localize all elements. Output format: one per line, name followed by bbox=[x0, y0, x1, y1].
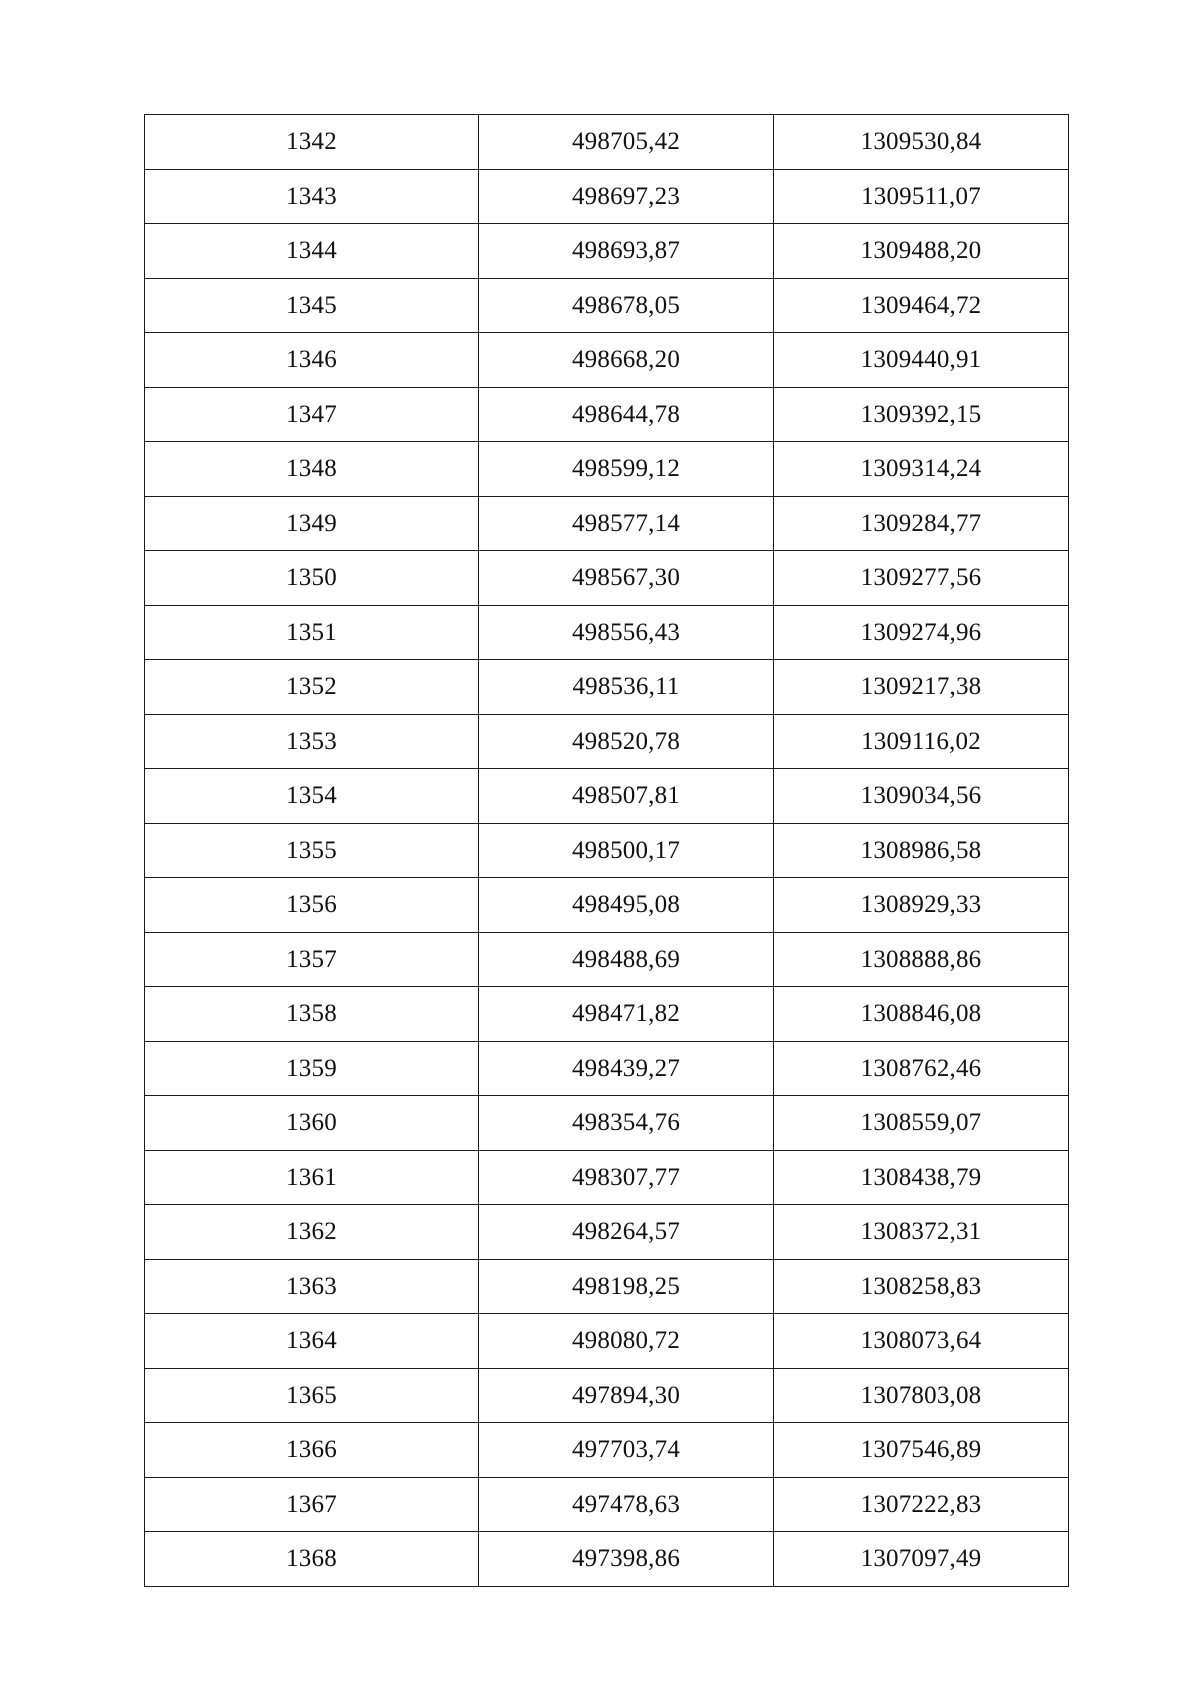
point-number-cell: 1349 bbox=[145, 496, 479, 551]
x-coordinate-cell: 498439,27 bbox=[479, 1041, 774, 1096]
table-row bbox=[145, 1096, 1069, 1151]
y-coordinate-cell: 1309440,91 bbox=[774, 333, 1069, 388]
y-coordinate-cell: 1308846,08 bbox=[774, 987, 1069, 1042]
coordinates-table bbox=[144, 114, 1069, 1587]
x-coordinate-cell: 498599,12 bbox=[479, 442, 774, 497]
y-coordinate-cell: 1307546,89 bbox=[774, 1423, 1069, 1478]
y-coordinate-cell: 1307803,08 bbox=[774, 1368, 1069, 1423]
y-coordinate-cell: 1309034,56 bbox=[774, 769, 1069, 824]
point-number-cell: 1344 bbox=[145, 224, 479, 279]
x-coordinate-cell: 498678,05 bbox=[479, 278, 774, 333]
x-coordinate-cell: 498520,78 bbox=[479, 714, 774, 769]
table-row bbox=[145, 1532, 1069, 1587]
y-coordinate-cell: 1309511,07 bbox=[774, 169, 1069, 224]
x-coordinate-cell: 498693,87 bbox=[479, 224, 774, 279]
point-number-cell: 1358 bbox=[145, 987, 479, 1042]
table-row bbox=[145, 551, 1069, 606]
table-row bbox=[145, 605, 1069, 660]
coordinates-table-body bbox=[145, 115, 1069, 1587]
y-coordinate-cell: 1308929,33 bbox=[774, 878, 1069, 933]
table-row bbox=[145, 987, 1069, 1042]
x-coordinate-cell: 497894,30 bbox=[479, 1368, 774, 1423]
table-row bbox=[145, 660, 1069, 715]
table-row bbox=[145, 442, 1069, 497]
x-coordinate-cell: 498697,23 bbox=[479, 169, 774, 224]
y-coordinate-cell: 1309464,72 bbox=[774, 278, 1069, 333]
point-number-cell: 1368 bbox=[145, 1532, 479, 1587]
point-number-cell: 1366 bbox=[145, 1423, 479, 1478]
table-row bbox=[145, 878, 1069, 933]
table-row bbox=[145, 1150, 1069, 1205]
x-coordinate-cell: 498080,72 bbox=[479, 1314, 774, 1369]
table-row bbox=[145, 278, 1069, 333]
x-coordinate-cell: 498536,11 bbox=[479, 660, 774, 715]
table-row bbox=[145, 769, 1069, 824]
point-number-cell: 1353 bbox=[145, 714, 479, 769]
y-coordinate-cell: 1307222,83 bbox=[774, 1477, 1069, 1532]
y-coordinate-cell: 1309488,20 bbox=[774, 224, 1069, 279]
y-coordinate-cell: 1309314,24 bbox=[774, 442, 1069, 497]
point-number-cell: 1356 bbox=[145, 878, 479, 933]
y-coordinate-cell: 1309217,38 bbox=[774, 660, 1069, 715]
x-coordinate-cell: 498495,08 bbox=[479, 878, 774, 933]
table-row bbox=[145, 1205, 1069, 1260]
y-coordinate-cell: 1309116,02 bbox=[774, 714, 1069, 769]
y-coordinate-cell: 1308762,46 bbox=[774, 1041, 1069, 1096]
point-number-cell: 1355 bbox=[145, 823, 479, 878]
x-coordinate-cell: 498705,42 bbox=[479, 115, 774, 170]
point-number-cell: 1361 bbox=[145, 1150, 479, 1205]
y-coordinate-cell: 1308888,86 bbox=[774, 932, 1069, 987]
x-coordinate-cell: 498567,30 bbox=[479, 551, 774, 606]
point-number-cell: 1343 bbox=[145, 169, 479, 224]
point-number-cell: 1357 bbox=[145, 932, 479, 987]
table-row bbox=[145, 823, 1069, 878]
x-coordinate-cell: 498577,14 bbox=[479, 496, 774, 551]
table-row bbox=[145, 387, 1069, 442]
point-number-cell: 1354 bbox=[145, 769, 479, 824]
table-row bbox=[145, 932, 1069, 987]
x-coordinate-cell: 498507,81 bbox=[479, 769, 774, 824]
point-number-cell: 1360 bbox=[145, 1096, 479, 1151]
point-number-cell: 1359 bbox=[145, 1041, 479, 1096]
y-coordinate-cell: 1308258,83 bbox=[774, 1259, 1069, 1314]
point-number-cell: 1367 bbox=[145, 1477, 479, 1532]
x-coordinate-cell: 497703,74 bbox=[479, 1423, 774, 1478]
x-coordinate-cell: 498264,57 bbox=[479, 1205, 774, 1260]
point-number-cell: 1347 bbox=[145, 387, 479, 442]
x-coordinate-cell: 497398,86 bbox=[479, 1532, 774, 1587]
table-row bbox=[145, 1314, 1069, 1369]
y-coordinate-cell: 1307097,49 bbox=[774, 1532, 1069, 1587]
table-row bbox=[145, 169, 1069, 224]
point-number-cell: 1362 bbox=[145, 1205, 479, 1260]
y-coordinate-cell: 1308986,58 bbox=[774, 823, 1069, 878]
x-coordinate-cell: 498307,77 bbox=[479, 1150, 774, 1205]
y-coordinate-cell: 1309277,56 bbox=[774, 551, 1069, 606]
point-number-cell: 1364 bbox=[145, 1314, 479, 1369]
point-number-cell: 1352 bbox=[145, 660, 479, 715]
table-row bbox=[145, 1041, 1069, 1096]
x-coordinate-cell: 498500,17 bbox=[479, 823, 774, 878]
point-number-cell: 1351 bbox=[145, 605, 479, 660]
y-coordinate-cell: 1308438,79 bbox=[774, 1150, 1069, 1205]
x-coordinate-cell: 498198,25 bbox=[479, 1259, 774, 1314]
point-number-cell: 1363 bbox=[145, 1259, 479, 1314]
point-number-cell: 1345 bbox=[145, 278, 479, 333]
point-number-cell: 1346 bbox=[145, 333, 479, 388]
y-coordinate-cell: 1309274,96 bbox=[774, 605, 1069, 660]
table-row bbox=[145, 496, 1069, 551]
x-coordinate-cell: 498556,43 bbox=[479, 605, 774, 660]
table-row bbox=[145, 115, 1069, 170]
y-coordinate-cell: 1309392,15 bbox=[774, 387, 1069, 442]
x-coordinate-cell: 498488,69 bbox=[479, 932, 774, 987]
table-row bbox=[145, 714, 1069, 769]
y-coordinate-cell: 1308559,07 bbox=[774, 1096, 1069, 1151]
x-coordinate-cell: 497478,63 bbox=[479, 1477, 774, 1532]
table-row bbox=[145, 333, 1069, 388]
table-row bbox=[145, 1368, 1069, 1423]
point-number-cell: 1342 bbox=[145, 115, 479, 170]
x-coordinate-cell: 498668,20 bbox=[479, 333, 774, 388]
table-row bbox=[145, 224, 1069, 279]
point-number-cell: 1350 bbox=[145, 551, 479, 606]
point-number-cell: 1348 bbox=[145, 442, 479, 497]
x-coordinate-cell: 498354,76 bbox=[479, 1096, 774, 1151]
table-row bbox=[145, 1423, 1069, 1478]
point-number-cell: 1365 bbox=[145, 1368, 479, 1423]
y-coordinate-cell: 1308073,64 bbox=[774, 1314, 1069, 1369]
x-coordinate-cell: 498644,78 bbox=[479, 387, 774, 442]
y-coordinate-cell: 1309530,84 bbox=[774, 115, 1069, 170]
y-coordinate-cell: 1308372,31 bbox=[774, 1205, 1069, 1260]
table-row bbox=[145, 1259, 1069, 1314]
y-coordinate-cell: 1309284,77 bbox=[774, 496, 1069, 551]
x-coordinate-cell: 498471,82 bbox=[479, 987, 774, 1042]
table-row bbox=[145, 1477, 1069, 1532]
